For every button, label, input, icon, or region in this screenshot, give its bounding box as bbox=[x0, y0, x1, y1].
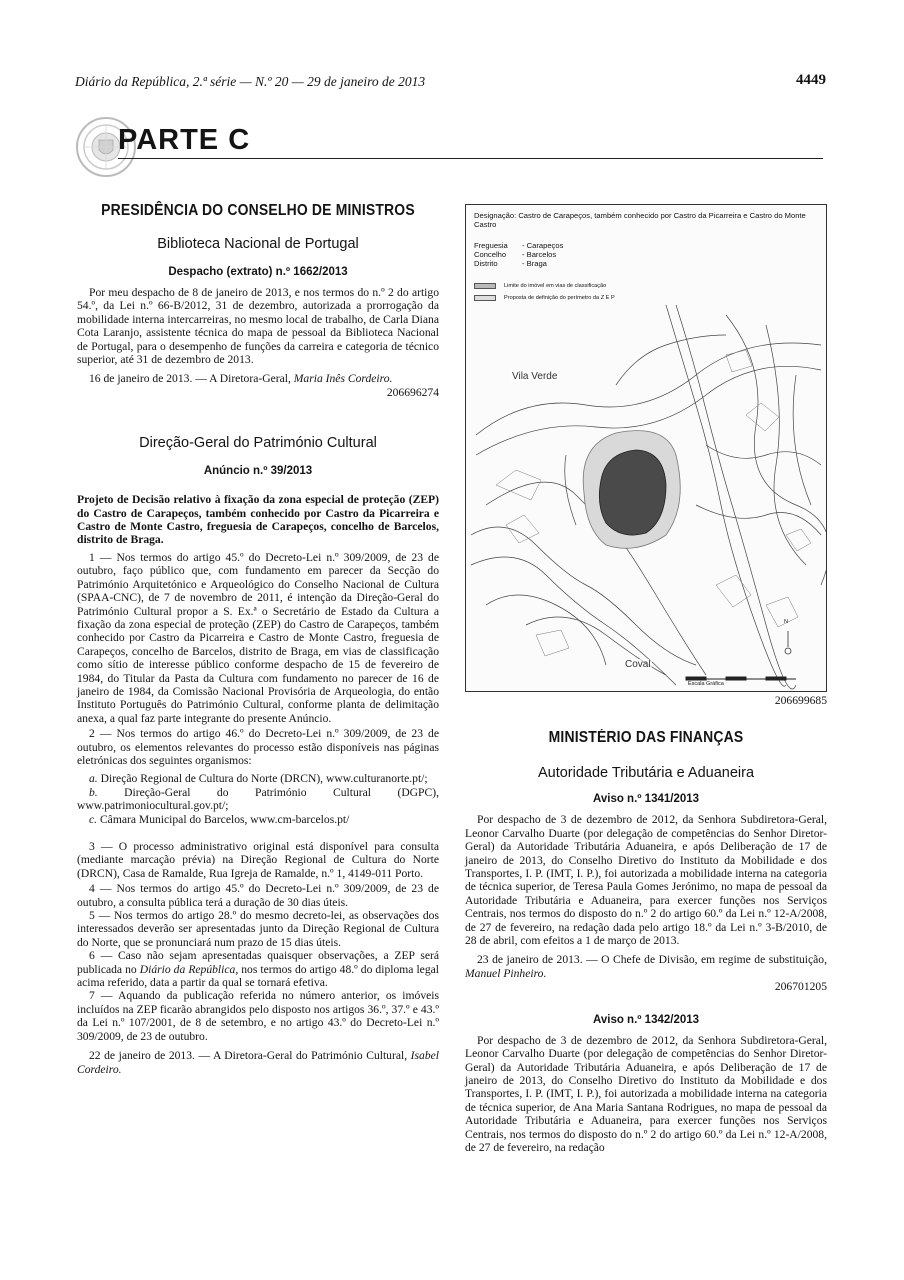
concelho-value: - Barcelos bbox=[522, 250, 557, 260]
distrito-key: Distrito bbox=[474, 259, 498, 269]
place-label: Coval bbox=[625, 659, 651, 670]
list-letter: b. bbox=[89, 785, 98, 799]
ministry-title: PRESIDÊNCIA DO CONSELHO DE MINISTROS bbox=[101, 202, 415, 219]
document-title: Anúncio n.º 39/2013 bbox=[203, 465, 313, 478]
freguesia-value: - Carapeços bbox=[522, 241, 564, 250]
legend-item bbox=[474, 283, 606, 289]
signature-text: 16 de janeiro de 2013. — A Diretora-Geral, bbox=[89, 372, 294, 386]
organization-title: Direção-Geral do Património Cultural bbox=[139, 435, 377, 452]
concelho-key: Concelho bbox=[474, 250, 507, 260]
place-label: Vila Verde bbox=[512, 371, 558, 382]
distrito-value: - Braga bbox=[522, 259, 547, 269]
signature-name: Manuel Pinheiro. bbox=[465, 966, 547, 980]
signature-line bbox=[77, 1049, 439, 1076]
paragraph: Por despacho de 3 de dezembro de 2012, da Senhora Subdiretora-Geral, Leonor Carvalho Duarte (por delegação de competências do Senhor Diretor-Geral) da Autoridade Tributária Aduaneira, e após Deliberação de 17 de janeiro de 2013, do Conselho Diretivo do Instituto da Mobilidade e dos Transportes, I. P. (IMT, I. P.), foi autorizada a mobilidade interna na categoria de técnica superior, de Teresa Paula Gomes Jerónimo, no mapa de pessoal da Autoridade Tributária e Aduaneira, para exercer funções nos Serviços Centrais, nos termos do disposto do n.º 2 do artigo 60.º da Lei n.º 12-A/2008, de 27 de fevereiro, na redação dada pelo artigo 18.º da Lei n.º 3-B/2010, de 28 de abril, com efeitos a 1 de março de 2013. bbox=[465, 813, 827, 948]
freguesia-key: Freguesia bbox=[474, 241, 508, 250]
legend-swatch bbox=[474, 283, 496, 289]
signature-line bbox=[77, 372, 439, 385]
signature-text: 23 de janeiro de 2013. — O Chefe de Divisão, em regime de substituição, bbox=[477, 953, 827, 967]
paragraph-text: 6 — Caso não sejam apresentadas quaisquer observações, a ZEP será publicada no bbox=[77, 949, 439, 976]
document-title: Despacho (extrato) n.º 1662/2013 bbox=[168, 266, 348, 278]
legend-label: Proposta de definição do perímetro da Z E P bbox=[504, 295, 615, 301]
paragraph: Por despacho de 3 de dezembro de 2012, da Senhora Subdiretora-Geral, Leonor Carvalho Duarte (por delegação de competências do Senhor Diretor-Geral) da Autoridade Tributária Aduaneira, e após Deliberação de 17 de janeiro de 2013, do Conselho Diretivo do Instituto da Mobilidade e dos Transportes, I. P. (IMT, I. P.), foi autorizada a mobilidade interna na categoria de técnica superior, de Ana Maria Santana Rodrigues, no mapa de pessoal da Autoridade Tributária e Aduaneira, para exercer funções nos Serviços Centrais, nos termos do disposto do n.º 2 do artigo 60.º da Lei n.º 12-A/2008, de 27 de fevereiro, na redação bbox=[465, 1033, 827, 1154]
map-designation: Designação: Castro de Carapeços, também conhecido por Castro da Picarreira e Castro do Monte Castro bbox=[474, 211, 806, 229]
map-location-info bbox=[474, 241, 563, 269]
right-column bbox=[465, 196, 827, 1154]
section-title: PARTE C bbox=[118, 124, 251, 156]
paragraph-text: nos termos do artigo 48.º do diploma legal acima referido, data a partir da qual se tornará efetiva. bbox=[77, 962, 439, 990]
list-text: Direção-Geral do Património Cultural (DGPC), www.patrimoniocultural.gov.pt/; bbox=[77, 785, 439, 813]
legend-label: Limite do imóvel em vias de classificação bbox=[504, 283, 607, 289]
ministry-title: MINISTÉRIO DAS FINANÇAS bbox=[548, 729, 744, 747]
list-text: Direção Regional de Cultura do Norte (DRCN), www.culturanorte.pt/; bbox=[97, 772, 428, 786]
paragraph: 7 — Aquando da publicação referida no número anterior, os imóveis incluídos na ZEP ficarão abrangidos pelo disposto nos artigos 36.º, 37.º e 43.º da Lei n.º 107/2001, de 8 de setembro, e no artigo 43.º do Decreto-Lei n.º 309/2009, de 23 de outubro. bbox=[77, 989, 439, 1043]
north-label: N bbox=[784, 619, 788, 625]
document-reference: 206701205 bbox=[774, 980, 827, 994]
list-text: Câmara Municipal do Barcelos, www.cm-barcelos.pt/ bbox=[97, 812, 350, 826]
scale-label: Escala Gráfica bbox=[688, 681, 724, 687]
list-letter: c. bbox=[89, 812, 98, 826]
list-item bbox=[77, 772, 439, 785]
paragraph: 1 — Nos termos do artigo 45.º do Decreto-Lei n.º 309/2009, de 23 de outubro, faço público que, com fundamento em parecer da Secção do Património Arquitetónico e Arqueológico do Conselho Nacional de Cultura (SPAA-CNC), de 7 de novembro de 2011, é intenção da Direção-Geral do Património Cultural propor a S. Ex.ª o Secretário de Estado da Cultura a fixação da zona especial de proteção (ZEP) do Castro de Carapeços, também conhecido por Castro da Picarreira e Castro de Monte Castro, freguesia de Carapeços, concelho de Barcelos, distrito de Braga, em vias de classificação como sítio de interesse público conforme despacho de 15 de fevereiro de 1984, do Titular da Pasta da Cultura com fundamento no parecer de 16 de janeiro de 1984, da Comissão Nacional Provisória de Arqueologia, do então Instituto Português do Património Cultural, conforme planta de delimitação anexa, a qual faz parte integrante do presente Anúncio. bbox=[77, 550, 439, 725]
legend-swatch bbox=[474, 295, 496, 301]
document-title: Aviso n.º 1342/2013 bbox=[592, 1013, 700, 1026]
list-item bbox=[77, 786, 439, 813]
signature-text: 22 de janeiro de 2013. — A Diretora-Geral do Património Cultural, bbox=[89, 1049, 411, 1063]
list-letter: a. bbox=[89, 772, 98, 786]
organization-title: Autoridade Tributária e Aduaneira bbox=[537, 765, 755, 782]
paragraph: 3 — O processo administrativo original está disponível para consulta (mediante marcação prévia) na Direção Regional de Cultura do Norte (DRCN), Casa de Ramalde, Rua Igreja de Ramalde, n.º 1, 4149-011 Porto. bbox=[77, 840, 439, 880]
paragraph: 4 — Nos termos do artigo 45.º do Decreto-Lei n.º 309/2009, de 23 de outubro, a consulta pública terá a duração de 30 dias úteis. bbox=[77, 882, 439, 909]
organization-title: Biblioteca Nacional de Portugal bbox=[157, 236, 359, 252]
signature-name: Isabel Cordeiro. bbox=[77, 1049, 439, 1076]
signature-line bbox=[465, 953, 827, 980]
zep-map-figure bbox=[465, 204, 827, 692]
section-rule bbox=[118, 158, 823, 159]
paragraph: Por meu despacho de 8 de janeiro de 2013, e nos termos do n.º 2 do artigo 54.º, da Lei n.º 66-B/2012, 31 de dezembro, autorizada a prorrogação da mobilidade interna intercarreiras, no mesmo local de trabalho, de Carla Diana Cota Laranjo, assistente técnica do mapa de pessoal da Biblioteca Nacional de Portugal, para o desempenho de funções da carreira e categoria de técnico superior, até 31 de dezembro de 2013. bbox=[77, 286, 439, 367]
map-reference: 206699685 bbox=[774, 694, 827, 707]
signature-name: Maria Inês Cordeiro. bbox=[293, 372, 393, 386]
paragraph bbox=[77, 949, 439, 989]
announcement-heading: Projeto de Decisão relativo à fixação da zona especial de proteção (ZEP) do Castro de Carapeços, também conhecido por Castro da Picarreira e Castro de Monte Castro, freguesia de Carapeços, concelho de Barcelos, distrito de Braga. bbox=[77, 493, 439, 547]
map-drawing bbox=[466, 205, 827, 692]
journal-header: Diário da República, 2.ª série — N.º 20 — 29 de janeiro de 2013 bbox=[75, 74, 426, 89]
journal-name: Diário da República, bbox=[139, 962, 239, 976]
document-reference: 206696274 bbox=[386, 385, 439, 399]
paragraph: 2 — Nos termos do artigo 46.º do Decreto-Lei n.º 309/2009, de 23 de outubro, os elementos relevantes do processo estão disponíveis nas páginas eletrónicas dos seguintes organismos: bbox=[77, 727, 439, 767]
document-title: Aviso n.º 1341/2013 bbox=[592, 793, 700, 806]
list-item bbox=[77, 813, 439, 826]
page-number: 4449 bbox=[796, 72, 826, 88]
paragraph: 5 — Nos termos do artigo 28.º do mesmo decreto-lei, as observações dos interessados deverão ser apresentadas junto da Direção Regional de Cultura do Norte, que se pronunciará num prazo de 15 dias úteis. bbox=[77, 909, 439, 949]
legend-item bbox=[474, 295, 615, 301]
left-column bbox=[77, 196, 439, 1076]
